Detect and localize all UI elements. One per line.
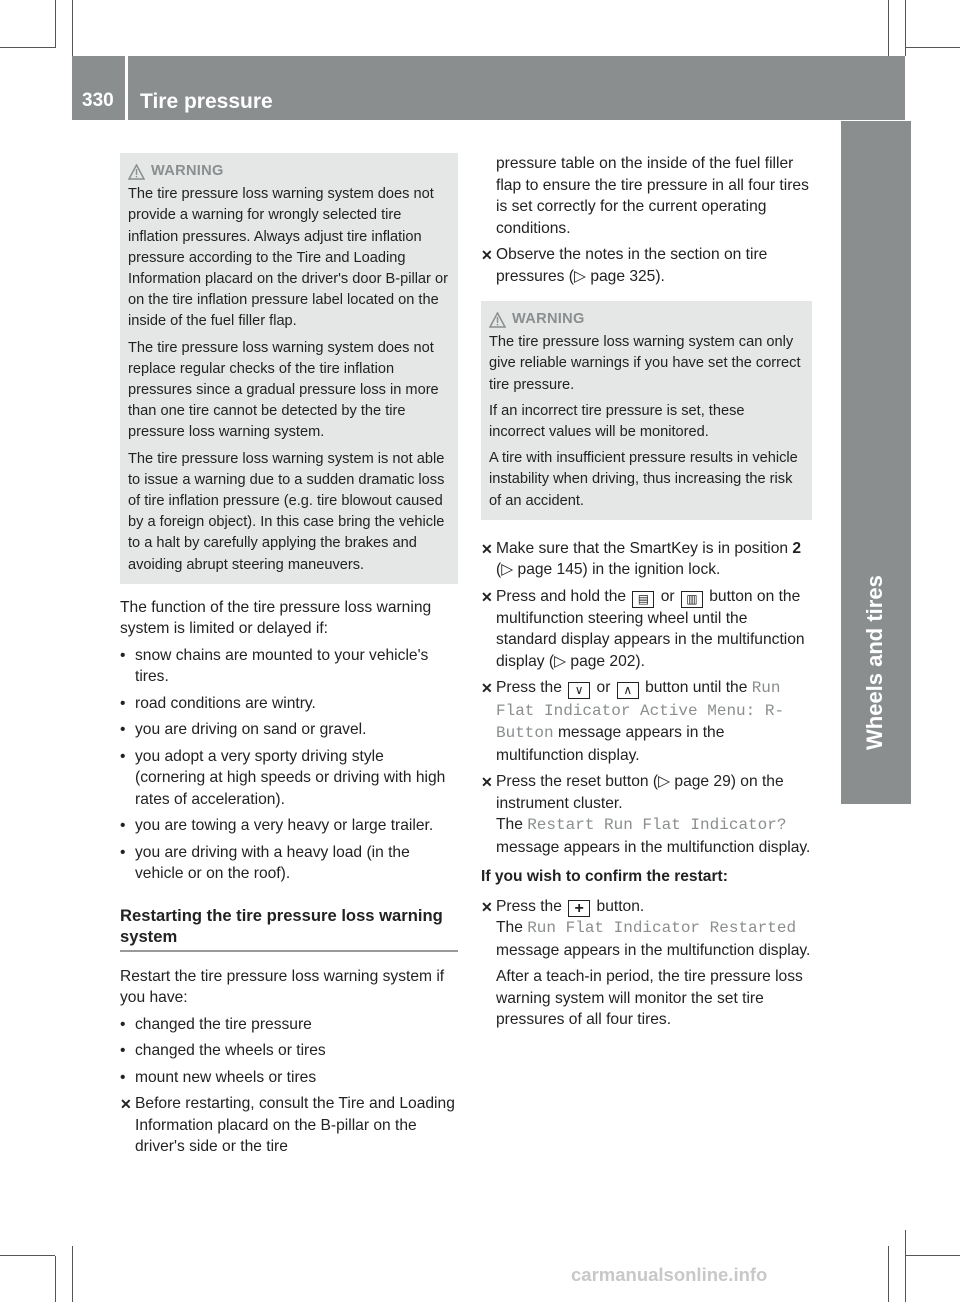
display-message: Run Flat Indicator Active Menu: R-Button [496,679,785,743]
step-item [481,896,812,1031]
step-text: Make sure that the SmartKey is in position [496,539,793,557]
warning-text: The tire pressure loss warning system is not able to issue a warning due to a sudden dramatic loss of tire inflation pressure (e.g. tire blowout caused by a foreign object). In this case bring the vehicle to a halt by carefully applying the brakes and avoiding abrupt steering maneuvers. [128,450,445,573]
step-arrow-icon: ✕ [481,680,493,697]
step-text: (▷ page 145) in the ignition lock. [496,561,721,579]
warning-text: The tire pressure loss warning system does not provide a warning for wrongly selected tire inflation pressures. Always adjust tire inflation pressure according to the Tire and Loading Information placard on the driver's door B-pillar or on the tire inflation pressure label located on the inside of the fuel filler flap. [128,186,448,330]
plus-button-icon: + [568,900,590,917]
crop-mark [72,1246,73,1302]
warning-text: A tire with insufficient pressure results in vehicle instability when driving, thus increasing the risk of an accident. [489,450,798,509]
warning-box [120,153,458,584]
step-item [120,1093,458,1158]
step-arrow-icon: ✕ [120,1096,132,1113]
warning-triangle-icon [489,312,506,328]
step-arrow-icon: ✕ [481,247,493,263]
warning-text: The tire pressure loss warning system does not replace regular checks of the tire inflation pressures since a gradual pressure loss in more than one tire cannot be detected by the tire pressure loss warning system. [128,339,439,441]
step-arrow-icon: ✕ [481,588,493,605]
crop-mark [888,1246,889,1302]
step-text: Press the [496,679,567,697]
step-text: Press the [496,897,567,915]
down-arrow-button-icon: ∧ [617,682,639,699]
step-item [481,586,812,673]
list-item: • you are driving on sand or gravel. [120,719,458,741]
warning-text: The tire pressure loss warning system can only give reliable warnings if you have set the correct tire pressure. [489,334,801,393]
paragraph: The function of the tire pressure loss warning system is limited or delayed if: [120,598,432,638]
step-item [481,244,812,287]
step-arrow-icon: ✕ [481,898,493,915]
step-arrow-icon: ✕ [481,774,493,791]
subheading: If you wish to confirm the restart: [481,868,728,886]
step-text: message appears in the multifunction display. [496,941,811,959]
up-arrow-button-icon: ∨ [568,682,590,699]
page-title: Tire pressure [140,90,273,113]
right-column [481,153,812,1036]
step-text: message appears in the multifunction display. [496,838,811,856]
crop-mark [0,47,55,48]
warning-triangle-icon [128,164,145,180]
step-arrow-icon: ✕ [481,540,493,557]
section-heading: Restarting the tire pressure loss warning system [120,905,458,952]
step-item [481,538,812,581]
step-text: Press and hold the [496,587,631,605]
paragraph: Restart the tire pressure loss warning system if you have: [120,967,445,1007]
step-text: Before restarting, consult the Tire and Loading Information placard on the B-pillar on the driver's side or the tire [135,1095,455,1156]
list-item: • you are driving with a heavy load (in the vehicle or on the roof). [120,842,458,885]
step-text: Observe the notes in the section on tire pressures (▷ page 325). [496,246,768,285]
step-text: The [496,816,528,834]
step-item [481,771,812,858]
crop-mark [72,0,73,56]
back-button-icon: ▤ [632,591,654,608]
crop-mark [888,0,889,56]
crop-mark [905,1255,960,1256]
warning-title: WARNING [512,311,585,327]
continued-text: pressure table on the inside of the fuel filler flap to ensure the tire pressure in all four tires is set correctly for the current operating conditions. [496,155,809,237]
step-text: The [496,919,528,937]
step-text: or [656,587,679,605]
step-text: or [592,679,615,697]
step-text: button on the multifunction steering wheel until the standard display appears in the multifunction display (▷ page 202). [496,587,805,670]
list-item: • mount new wheels or tires [120,1067,458,1089]
list-item: • you adopt a very sporty driving style (cornering at high speeds or driving with high rates of acceleration). [120,746,458,811]
list-item: • snow chains are mounted to your vehicle's tires. [120,645,458,688]
crop-mark [905,1230,906,1302]
crop-mark [0,1255,55,1256]
crop-mark [905,47,960,48]
step-text: button until the [640,679,752,697]
warning-box [481,301,812,520]
position-number: 2 [792,539,802,557]
section-tab-label: Wheels and tires [862,575,887,750]
step-text: After a teach-in period, the tire pressure loss warning system will monitor the set tire pressures of all four tires. [496,968,803,1029]
warning-title: WARNING [151,163,224,179]
crop-mark [55,1256,56,1302]
crop-mark [55,0,56,48]
list-item: • changed the wheels or tires [120,1040,458,1062]
list-item: • changed the tire pressure [120,1014,458,1036]
warning-text: If an incorrect tire pressure is set, these incorrect values will be monitored. [489,402,745,441]
step-text: button. [592,897,645,915]
header-divider [125,56,128,120]
display-message: Run Flat Indicator Restarted [527,919,797,938]
left-column [120,153,458,1163]
list-item: • road conditions are wintry. [120,693,458,715]
page-number: 330 [82,90,114,111]
phone-button-icon: ▥ [681,591,703,608]
display-message: Restart Run Flat Indicator? [527,816,787,835]
watermark: carmanualsonline.info [571,1264,768,1285]
crop-mark [905,0,906,56]
step-text: Press the reset button (▷ page 29) on the instrument cluster. [496,773,784,812]
list-item: • you are towing a very heavy or large trailer. [120,815,458,837]
step-item [481,677,812,766]
step-text: message appears in the multifunction display. [496,724,725,764]
